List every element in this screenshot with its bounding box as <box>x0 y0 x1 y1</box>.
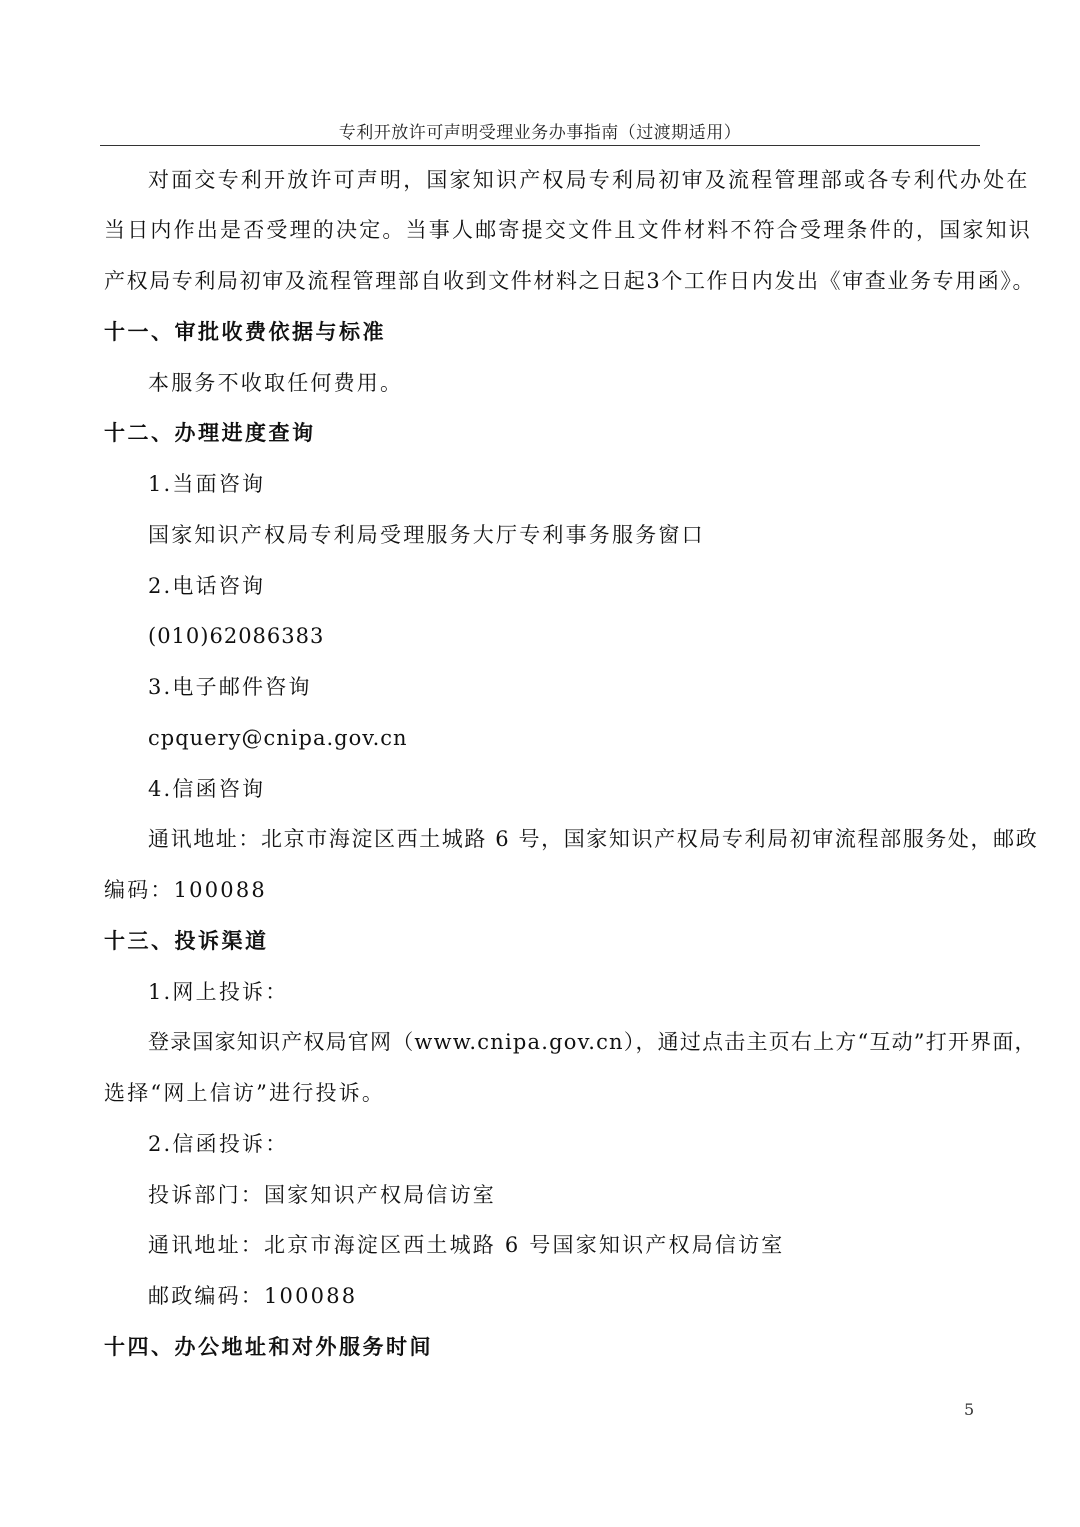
paragraph-line: 产权局专利局初审及流程管理部自收到文件材料之日起3个工作日内发出《审查业务专用函》。 <box>104 269 1036 293</box>
letter-postcode-line: 编码：100088 <box>104 878 267 902</box>
section-heading-14: 十四、办公地址和对外服务时间 <box>104 1334 433 1359</box>
section-11-text: 本服务不收取任何费用。 <box>148 371 404 395</box>
header-divider <box>100 145 980 146</box>
online-complaint-line: 选择“网上信访”进行投诉。 <box>104 1081 386 1105</box>
paragraph-line: 对面交专利开放许可声明，国家知识产权局专利局初审及流程管理部或各专利代办处在 <box>148 168 1030 192</box>
in-person-label: 1.当面咨询 <box>148 472 266 496</box>
paragraph-line: 当日内作出是否受理的决定。当事人邮寄提交文件且文件材料不符合受理条件的，国家知识 <box>104 218 1032 242</box>
letter-complaint-label: 2.信函投诉： <box>148 1132 289 1156</box>
email-address: cpquery@cnipa.gov.cn <box>148 726 408 750</box>
complaint-department: 投诉部门：国家知识产权局信访室 <box>148 1183 496 1207</box>
in-person-value: 国家知识产权局专利局受理服务大厅专利事务服务窗口 <box>148 523 705 547</box>
letter-label: 4.信函咨询 <box>148 777 266 801</box>
email-label: 3.电子邮件咨询 <box>148 675 312 699</box>
phone-number: (010)62086383 <box>148 624 325 648</box>
section-heading-12: 十二、办理进度查询 <box>104 420 316 445</box>
phone-label: 2.电话咨询 <box>148 574 266 598</box>
complaint-address: 通讯地址：北京市海淀区西土城路 6 号国家知识产权局信访室 <box>148 1233 785 1257</box>
online-complaint-label: 1.网上投诉： <box>148 980 289 1004</box>
letter-address-line: 通讯地址：北京市海淀区西土城路 6 号，国家知识产权局专利局初审流程部服务处，邮政 <box>148 827 1039 851</box>
section-heading-13: 十三、投诉渠道 <box>104 928 269 953</box>
section-heading-11: 十一、审批收费依据与标准 <box>104 319 386 344</box>
document-header: 专利开放许可声明受理业务办事指南（过渡期适用） <box>338 123 742 143</box>
online-complaint-line: 登录国家知识产权局官网（www.cnipa.gov.cn），通过点击主页右上方“互动”打开界面， <box>148 1030 1037 1054</box>
complaint-postcode: 邮政编码：100088 <box>148 1284 358 1308</box>
page-number: 5 <box>964 1400 975 1419</box>
